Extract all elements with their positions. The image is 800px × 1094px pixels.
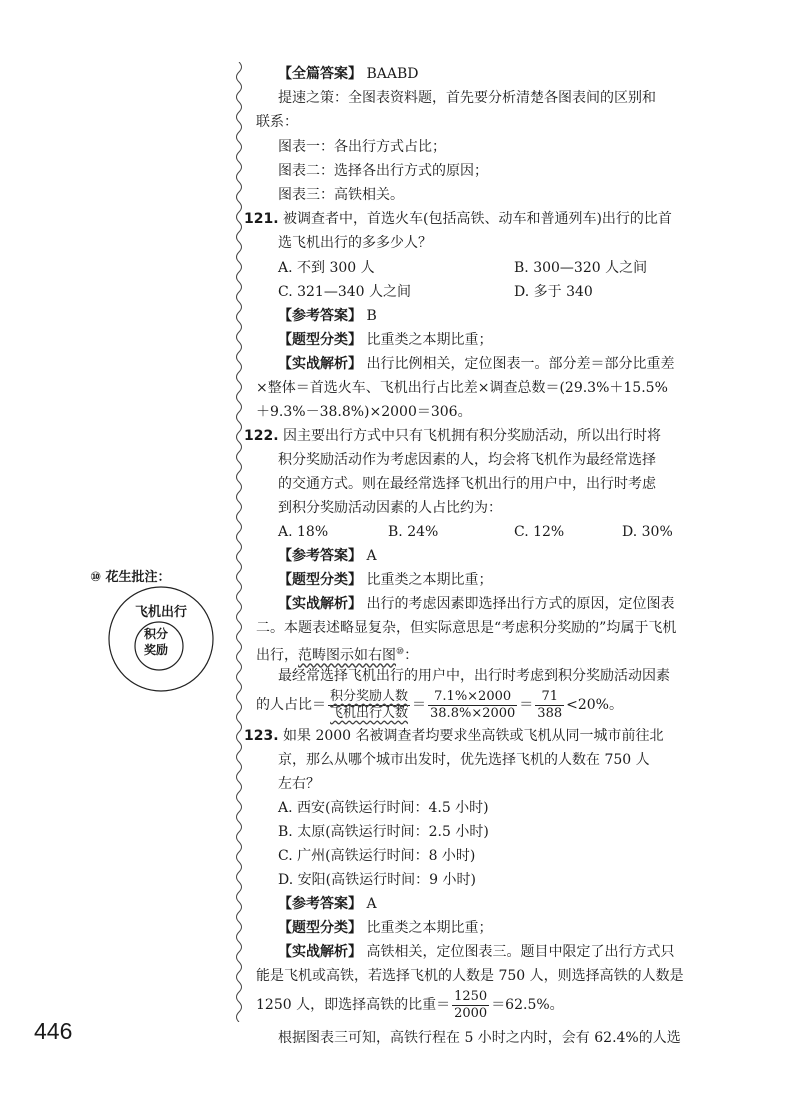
q122-type-title: 【题型分类】 (278, 572, 362, 588)
q123-analysis-line-1 (278, 940, 674, 964)
equals-1: ＝ (412, 697, 427, 713)
q123-type-title: 【题型分类】 (278, 920, 362, 936)
q122-reference-answer (278, 544, 377, 568)
fraction-1-numerator: 积分奖励人数 (330, 688, 409, 704)
q123-stem-2: 京，那么从哪个城市出发时，优先选择飞机的人数在 750 人 (278, 752, 650, 768)
q123-fraction-denominator: 2000 (454, 1005, 488, 1021)
q121-stem-1: 被调查者中，首选火车(包括高铁、动车和普通列车)出行的比首 (283, 211, 672, 227)
q123-analysis-4: 根据图表三可知，高铁行程在 5 小时之内时，会有 62.4%的人选 (278, 1030, 681, 1046)
q121-ref-value: B (366, 308, 377, 324)
q121-stem-2: 选飞机出行的多多少人？ (278, 235, 432, 251)
q122-stem-1: 因主要出行方式中只有飞机拥有积分奖励活动，所以出行时将 (283, 428, 661, 444)
equals-2: ＝ (519, 697, 534, 713)
q123-analysis-1: 高铁相关，定位图表三。题目中限定了出行方式只 (366, 944, 675, 960)
q122-stem-4: 到积分奖励活动因素的人占比约为： (278, 500, 502, 516)
q122-analysis-line-1 (278, 592, 674, 616)
fraction-1 (328, 689, 410, 722)
q123-option-a: A. 西安(高铁运行时间：4.5 小时) (278, 800, 489, 816)
page-number: 446 (34, 1018, 73, 1044)
footnote-marker: ⑩ (396, 647, 405, 657)
q123-option-d: D. 安阳(高铁运行时间：9 小时) (278, 872, 476, 888)
q122-formula (256, 686, 623, 724)
q121-analysis-line-1 (278, 352, 674, 376)
q121-option-b: B. 300—320 人之间 (514, 260, 648, 276)
chart-item-3: 图表三：高铁相关。 (278, 187, 404, 203)
q121-number: 121. (244, 211, 279, 227)
q123-fraction-numerator: 1250 (454, 988, 488, 1004)
q121-option-c: C. 321—340 人之间 (278, 284, 412, 300)
q123-ref-title: 【参考答案】 (278, 896, 362, 912)
full-answer-value: BAABD (366, 66, 419, 82)
q122-option-b: B. 24% (388, 524, 439, 540)
q123-analysis-3-pre: 1250 人，即选择高铁的比重＝ (256, 997, 451, 1013)
q122-ref-title: 【参考答案】 (278, 548, 362, 564)
fraction-1-denominator: 飞机出行人数 (330, 705, 409, 721)
margin-note-label: ⑩ 花生批注： (90, 570, 171, 585)
q122-stem-3: 的交通方式。则在最经常选择飞机出行的用户中，出行时考虑 (278, 476, 656, 492)
fraction-3 (535, 689, 564, 722)
q121-analysis-2: ×整体＝首选火车、飞机出行占比差×调查总数＝(29.3%＋15.5% (256, 380, 668, 396)
q123-fraction (452, 989, 489, 1022)
q123-type-value: 比重类之本期比重； (366, 920, 493, 936)
q123-analysis-title: 【实战解析】 (278, 944, 362, 960)
full-answer-line (278, 62, 418, 86)
q122-analysis-3-pre: 出行， (256, 647, 298, 664)
q122-analysis-title: 【实战解析】 (278, 596, 362, 612)
q121-ref-title: 【参考答案】 (278, 308, 362, 324)
q123-stem-line-1 (244, 724, 664, 748)
q122-option-a: A. 18% (278, 524, 329, 540)
tip-line-2: 联系： (256, 114, 298, 130)
q121-analysis-3: ＋9.3%－38.8%)×2000＝306。 (256, 404, 472, 420)
q123-reference-answer (278, 892, 377, 916)
q122-stem-line-1 (244, 424, 661, 448)
chart-item-2: 图表二：选择各出行方式的原因； (278, 163, 488, 179)
q122-type (278, 568, 492, 592)
venn-inner-label: 积分奖励 (143, 627, 168, 657)
q123-stem-3: 左右？ (278, 776, 320, 792)
q123-analysis-3-post: ＝62.5%。 (491, 997, 564, 1013)
fraction-2 (428, 689, 517, 722)
q123-analysis-2: 能是飞机或高铁，若选择飞机的人数是 750 人，则选择高铁的人数是 (256, 968, 684, 984)
wavy-divider (232, 62, 246, 1022)
q122-option-c: C. 12% (514, 524, 565, 540)
full-answer-title: 【全篇答案】 (278, 66, 362, 82)
q122-ref-value: A (366, 548, 377, 564)
q122-analysis-2: 二。本题表述略显复杂，但实际意思是“考虑积分奖励的”均属于飞机 (256, 620, 677, 636)
q121-option-a: A. 不到 300 人 (278, 260, 375, 276)
q121-type (278, 328, 492, 352)
tip-line-1: 提速之策：全图表资料题，首先要分析清楚各图表间的区别和 (278, 90, 656, 106)
q123-stem-1: 如果 2000 名被调查者均要求坐高铁或飞机从同一城市前往北 (283, 728, 664, 744)
q122-analysis-1: 出行的考虑因素即选择出行方式的原因，定位图表 (366, 596, 675, 612)
chart-item-1: 图表一：各出行方式占比； (278, 139, 446, 155)
q123-number: 123. (244, 728, 279, 744)
q122-stem-2: 积分奖励活动作为考虑因素的人，均会将飞机作为最经常选择 (278, 452, 656, 468)
q123-ref-value: A (366, 896, 377, 912)
q123-option-c: C. 广州(高铁运行时间：8 小时) (278, 848, 476, 864)
fraction-3-denominator: 388 (537, 705, 563, 721)
q122-figure-reference: 范畴图示如右图 (298, 647, 396, 664)
fraction-2-numerator: 7.1%×2000 (428, 689, 517, 706)
formula-suffix: <20%。 (566, 697, 623, 713)
q123-type (278, 916, 492, 940)
fraction-2-denominator: 38.8%×2000 (430, 705, 516, 721)
q122-type-value: 比重类之本期比重； (366, 572, 493, 588)
q122-analysis-4: 最经常选择飞机出行的用户中，出行时考虑到积分奖励活动因素 (278, 668, 670, 684)
q121-type-value: 比重类之本期比重； (366, 332, 493, 348)
q121-stem-line-1 (244, 207, 672, 231)
q121-option-d: D. 多于 340 (514, 284, 593, 300)
q121-analysis-title: 【实战解析】 (278, 356, 362, 372)
fraction-3-numerator: 71 (535, 689, 564, 706)
q121-analysis-1: 出行比例相关，定位图表一。部分差＝部分比重差 (366, 356, 675, 372)
q123-option-b: B. 太原(高铁运行时间：2.5 小时) (278, 824, 489, 840)
q122-number: 122. (244, 428, 279, 444)
formula-prefix: 的人占比＝ (256, 697, 326, 713)
q121-reference-answer (278, 304, 377, 328)
q123-analysis-3 (256, 986, 564, 1024)
venn-outer-label: 飞机出行 (135, 605, 188, 620)
q121-type-title: 【题型分类】 (278, 332, 362, 348)
q122-analysis-3-post: ： (404, 647, 419, 664)
q122-option-d: D. 30% (622, 524, 673, 540)
